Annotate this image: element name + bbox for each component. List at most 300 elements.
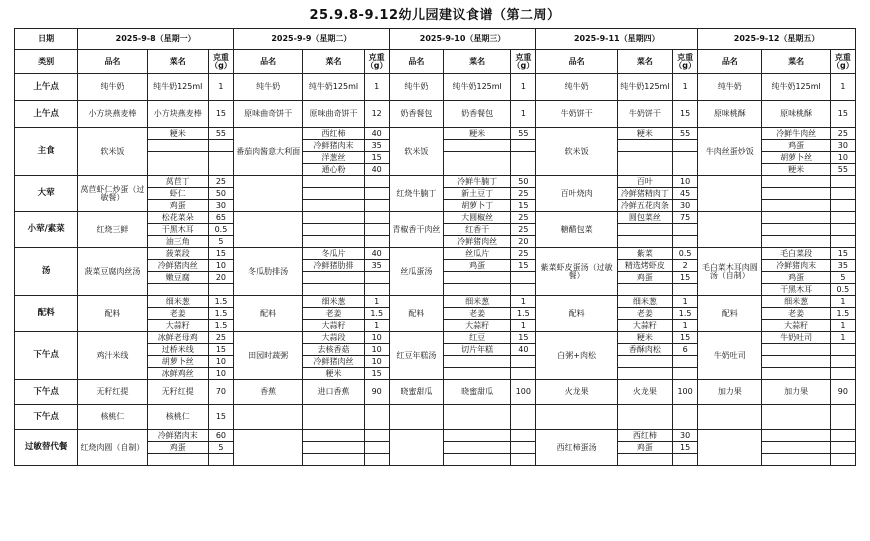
dish-cell: 番茄肉酱意大利面 <box>234 128 303 176</box>
menu-row <box>15 74 856 101</box>
ingredient-cell <box>303 224 364 236</box>
qty-cell <box>673 236 698 248</box>
qty-cell: 1 <box>364 296 389 308</box>
ingredient-cell <box>762 236 830 248</box>
ingredient-cell <box>303 442 364 454</box>
menu-row <box>15 332 856 344</box>
menu-row <box>15 212 856 224</box>
qty-cell <box>364 224 389 236</box>
qty-cell: 40 <box>364 164 389 176</box>
qty-cell <box>364 405 389 430</box>
qty-cell: 1.5 <box>208 308 233 320</box>
qty-cell <box>830 200 855 212</box>
qty-cell: 10 <box>364 344 389 356</box>
qty-cell: 15 <box>673 272 698 284</box>
ingredient-cell <box>444 368 511 380</box>
dish-cell: 软米饭 <box>78 128 147 176</box>
ingredient-cell: 香酥肉松 <box>617 344 672 356</box>
qty-cell: 20 <box>208 272 233 284</box>
ingredient-cell: 去核香菇 <box>303 344 364 356</box>
ingredient-cell <box>303 405 364 430</box>
ingredient-cell: 鸡蛋 <box>147 442 208 454</box>
ingredient-cell: 干黑木耳 <box>147 224 208 236</box>
qty-cell <box>830 344 855 356</box>
qty-cell: 25 <box>208 332 233 344</box>
ingredient-cell <box>444 356 511 368</box>
ingredient-cell: 大蒜籽 <box>444 320 511 332</box>
ingredient-cell <box>762 188 830 200</box>
ingredient-cell <box>762 454 830 466</box>
dish-cell: 纯牛奶 <box>78 74 147 101</box>
dish-cell: 丝瓜蛋汤 <box>389 248 443 296</box>
qty-cell <box>673 140 698 152</box>
category-cell: 主食 <box>15 128 78 176</box>
ingredient-cell: 鸡蛋 <box>444 260 511 272</box>
qty-cell: 55 <box>830 164 855 176</box>
qty-cell: 1 <box>208 74 233 101</box>
ingredient-cell: 细米葱 <box>444 296 511 308</box>
dish-cell: 配料 <box>536 296 617 332</box>
dish-cell <box>389 405 443 430</box>
qty-cell <box>364 176 389 188</box>
qty-cell: 5 <box>208 442 233 454</box>
qty-cell: 1.5 <box>830 308 855 320</box>
ingredient-cell: 菠菜段 <box>147 248 208 260</box>
dish-cell <box>698 212 762 248</box>
qty-cell: 25 <box>511 212 536 224</box>
ingredient-cell <box>303 188 364 200</box>
qty-cell: 30 <box>208 200 233 212</box>
dish-cell: 毛白菜木耳肉圆汤（自制） <box>698 248 762 296</box>
dish-cell: 火龙果 <box>536 380 617 405</box>
qty-cell: 20 <box>511 236 536 248</box>
menu-row <box>15 380 856 405</box>
day-header: 2025-9-11（星期四） <box>536 29 698 50</box>
qty-cell <box>208 454 233 466</box>
qty-cell <box>830 442 855 454</box>
ingredient-cell: 粳米 <box>617 332 672 344</box>
qty-cell: 10 <box>364 332 389 344</box>
qty-cell: 12 <box>364 101 389 128</box>
ingredient-cell: 大蒜段 <box>303 332 364 344</box>
ingredient-cell: 冷鲜猪肉末 <box>762 260 830 272</box>
dish-cell: 田园时蔬粥 <box>234 332 303 380</box>
dish-cell: 百叶烧肉 <box>536 176 617 212</box>
ingredient-cell <box>762 344 830 356</box>
ingredient-cell: 虾仁 <box>147 188 208 200</box>
ingredient-cell <box>762 405 830 430</box>
qty-cell: 10 <box>208 356 233 368</box>
dish-cell: 香蕉 <box>234 380 303 405</box>
dish-cell: 配料 <box>78 296 147 332</box>
category-cell: 过敏替代餐 <box>15 430 78 466</box>
dish-cell: 奶香餐包 <box>389 101 443 128</box>
category-cell: 下午点 <box>15 332 78 380</box>
ingredient-cell: 大蒜籽 <box>147 320 208 332</box>
qty-cell: 60 <box>208 430 233 442</box>
qty-cell: 35 <box>364 140 389 152</box>
ingredient-cell <box>147 140 208 152</box>
dish-cell: 纯牛奶 <box>698 74 762 101</box>
day-header: 2025-9-9（星期二） <box>234 29 390 50</box>
ingredient-cell <box>444 272 511 284</box>
qty-cell: 1 <box>364 74 389 101</box>
ingredient-cell <box>303 176 364 188</box>
qty-cell <box>364 272 389 284</box>
ingredient-cell: 冬瓜片 <box>303 248 364 260</box>
ingredient-cell: 鸡蛋 <box>147 200 208 212</box>
menu-table <box>14 28 856 466</box>
ingredient-label: 菜名 <box>444 50 511 74</box>
menu-row <box>15 405 856 430</box>
dish-cell <box>698 430 762 466</box>
qty-cell: 40 <box>364 128 389 140</box>
ingredient-cell: 西红柿 <box>303 128 364 140</box>
ingredient-cell: 大蒜籽 <box>762 320 830 332</box>
qty-cell: 10 <box>208 368 233 380</box>
ingredient-cell: 毛白菜段 <box>762 248 830 260</box>
qty-cell: 1 <box>830 296 855 308</box>
ingredient-cell: 鸡蛋 <box>762 272 830 284</box>
qty-cell: 1.5 <box>208 296 233 308</box>
qty-cell <box>830 368 855 380</box>
qty-cell: 40 <box>364 248 389 260</box>
dish-cell <box>234 212 303 248</box>
qty-cell <box>830 454 855 466</box>
category-cell: 大荤 <box>15 176 78 212</box>
ingredient-cell <box>762 176 830 188</box>
dish-cell: 红烧牛腩丁 <box>389 176 443 212</box>
qty-cell: 15 <box>511 332 536 344</box>
qty-cell: 15 <box>208 405 233 430</box>
ingredient-cell <box>444 454 511 466</box>
ingredient-cell: 新土豆丁 <box>444 188 511 200</box>
ingredient-cell: 鸡蛋 <box>617 272 672 284</box>
dish-cell: 菠菜豆腐肉丝汤 <box>78 248 147 296</box>
dish-label: 品名 <box>234 50 303 74</box>
ingredient-cell: 进口香蕉 <box>303 380 364 405</box>
qty-cell: 10 <box>364 356 389 368</box>
ingredient-cell <box>762 430 830 442</box>
ingredient-cell <box>617 368 672 380</box>
ingredient-cell <box>303 284 364 296</box>
ingredient-cell: 紫菜 <box>617 248 672 260</box>
ingredient-cell: 纯牛奶125ml <box>147 74 208 101</box>
qty-cell: 1.5 <box>511 308 536 320</box>
dish-cell: 青椒香干肉丝 <box>389 212 443 248</box>
category-cell: 上午点 <box>15 101 78 128</box>
dish-cell: 晓蜜甜瓜 <box>389 380 443 405</box>
ingredient-cell: 加力果 <box>762 380 830 405</box>
category-cell: 上午点 <box>15 74 78 101</box>
qty-cell: 70 <box>208 380 233 405</box>
ingredient-cell <box>617 152 672 176</box>
qty-cell: 90 <box>830 380 855 405</box>
qty-cell: 15 <box>208 248 233 260</box>
dish-label: 品名 <box>78 50 147 74</box>
qty-cell: 5 <box>208 236 233 248</box>
qty-cell: 15 <box>208 344 233 356</box>
ingredient-label: 菜名 <box>303 50 364 74</box>
qty-cell: 30 <box>673 430 698 442</box>
menu-row <box>15 430 856 442</box>
dish-cell: 软米饭 <box>536 128 617 176</box>
category-cell: 汤 <box>15 248 78 296</box>
ingredient-cell: 切片年糕 <box>444 344 511 356</box>
ingredient-cell: 鸡蛋 <box>762 140 830 152</box>
menu-row <box>15 248 856 260</box>
dish-cell: 核桃仁 <box>78 405 147 430</box>
menu-row <box>15 176 856 188</box>
ingredient-cell: 冷鲜猪肋排 <box>303 260 364 272</box>
qty-cell: 1 <box>830 332 855 344</box>
qty-cell: 100 <box>511 380 536 405</box>
dish-cell: 纯牛奶 <box>389 74 443 101</box>
ingredient-cell: 过桥米线 <box>147 344 208 356</box>
day-header: 2025-9-8（星期一） <box>78 29 234 50</box>
qty-cell <box>511 442 536 454</box>
dish-cell: 牛奶吐司 <box>698 332 762 380</box>
ingredient-cell: 冷鲜猪肉丝 <box>444 236 511 248</box>
ingredient-cell: 冷鲜猪肉丝 <box>147 260 208 272</box>
ingredient-cell <box>444 140 511 152</box>
dish-cell <box>536 405 617 430</box>
ingredient-cell: 冷鲜五花肉条 <box>617 200 672 212</box>
ingredient-cell: 纯牛奶125ml <box>303 74 364 101</box>
qty-cell <box>830 430 855 442</box>
ingredient-label: 菜名 <box>762 50 830 74</box>
ingredient-cell <box>617 356 672 368</box>
ingredient-cell: 精选烤虾皮 <box>617 260 672 272</box>
ingredient-cell <box>303 236 364 248</box>
dish-cell: 加力果 <box>698 380 762 405</box>
ingredient-cell: 牛奶饼干 <box>617 101 672 128</box>
ingredient-cell <box>147 454 208 466</box>
ingredient-cell: 莴苣丁 <box>147 176 208 188</box>
qty-cell <box>673 454 698 466</box>
ingredient-cell: 老姜 <box>762 308 830 320</box>
qty-cell <box>830 236 855 248</box>
dish-cell: 小方块燕麦棒 <box>78 101 147 128</box>
dish-label: 品名 <box>698 50 762 74</box>
dish-cell: 原味桃酥 <box>698 101 762 128</box>
qty-cell <box>511 454 536 466</box>
ingredient-cell: 核桃仁 <box>147 405 208 430</box>
ingredient-cell: 百叶 <box>617 176 672 188</box>
ingredient-cell: 冷鲜猪肉丝 <box>303 356 364 368</box>
qty-cell <box>511 140 536 152</box>
qty-cell <box>364 212 389 224</box>
qty-cell <box>511 152 536 176</box>
qty-cell <box>830 188 855 200</box>
qty-cell: 10 <box>673 176 698 188</box>
ingredient-cell: 原味桃酥 <box>762 101 830 128</box>
column-header-row <box>15 50 856 74</box>
ingredient-cell: 粳米 <box>617 128 672 140</box>
ingredient-cell: 鸡蛋 <box>617 442 672 454</box>
qty-cell: 15 <box>511 200 536 212</box>
qty-cell: 1 <box>673 74 698 101</box>
ingredient-cell: 冰鲜鸡丝 <box>147 368 208 380</box>
qty-cell <box>673 368 698 380</box>
qty-cell <box>364 236 389 248</box>
menu-row <box>15 296 856 308</box>
ingredient-cell: 粳米 <box>762 164 830 176</box>
dish-cell: 冬瓜肋排汤 <box>234 248 303 296</box>
ingredient-cell: 纯牛奶125ml <box>444 74 511 101</box>
qty-cell: 25 <box>830 128 855 140</box>
ingredient-cell <box>762 356 830 368</box>
ingredient-cell <box>617 236 672 248</box>
ingredient-cell: 火龙果 <box>617 380 672 405</box>
qty-cell <box>511 405 536 430</box>
ingredient-cell: 原味曲奇饼干 <box>303 101 364 128</box>
ingredient-cell: 细米葱 <box>147 296 208 308</box>
qty-cell: 15 <box>673 442 698 454</box>
ingredient-cell: 圆包菜丝 <box>617 212 672 224</box>
dish-cell: 纯牛奶 <box>536 74 617 101</box>
dish-cell <box>234 176 303 212</box>
qty-label: 克重（g） <box>673 50 698 74</box>
dish-cell: 牛奶饼干 <box>536 101 617 128</box>
qty-cell: 5 <box>830 272 855 284</box>
ingredient-cell: 大蒜籽 <box>617 320 672 332</box>
qty-cell: 15 <box>830 248 855 260</box>
qty-cell: 1 <box>830 320 855 332</box>
ingredient-cell: 老姜 <box>444 308 511 320</box>
ingredient-cell: 晓蜜甜瓜 <box>444 380 511 405</box>
qty-cell <box>830 212 855 224</box>
category-cell: 下午点 <box>15 380 78 405</box>
dish-cell: 配料 <box>389 296 443 332</box>
qty-cell <box>364 454 389 466</box>
ingredient-cell: 老姜 <box>617 308 672 320</box>
dish-cell: 红豆年糕汤 <box>389 332 443 380</box>
qty-cell <box>673 284 698 296</box>
qty-cell <box>830 405 855 430</box>
ingredient-cell <box>617 224 672 236</box>
ingredient-cell: 冷鲜牛腩丁 <box>444 176 511 188</box>
qty-cell: 15 <box>830 101 855 128</box>
qty-cell: 1 <box>511 74 536 101</box>
qty-label: 克重（g） <box>830 50 855 74</box>
ingredient-cell: 红豆 <box>444 332 511 344</box>
ingredient-cell: 细米葱 <box>617 296 672 308</box>
dish-cell: 白粥+肉松 <box>536 332 617 380</box>
day-header: 2025-9-12（星期五） <box>698 29 856 50</box>
ingredient-cell: 奶香餐包 <box>444 101 511 128</box>
category-cell: 下午点 <box>15 405 78 430</box>
qty-cell <box>673 152 698 176</box>
qty-cell <box>673 224 698 236</box>
qty-cell: 45 <box>673 188 698 200</box>
qty-cell: 25 <box>511 224 536 236</box>
ingredient-cell: 老姜 <box>303 308 364 320</box>
ingredient-cell: 红香干 <box>444 224 511 236</box>
qty-cell: 0.5 <box>830 284 855 296</box>
qty-cell: 15 <box>673 101 698 128</box>
qty-cell: 65 <box>208 212 233 224</box>
dish-label: 品名 <box>389 50 443 74</box>
dish-cell: 原味曲奇饼干 <box>234 101 303 128</box>
qty-cell <box>511 272 536 284</box>
qty-cell: 1 <box>830 74 855 101</box>
qty-cell <box>830 176 855 188</box>
ingredient-cell <box>303 430 364 442</box>
ingredient-cell: 粳米 <box>303 368 364 380</box>
day-header: 2025-9-10（星期三） <box>389 29 536 50</box>
dish-cell: 软米饭 <box>389 128 443 176</box>
ingredient-cell <box>762 442 830 454</box>
qty-cell: 1.5 <box>673 308 698 320</box>
ingredient-cell: 细米葱 <box>762 296 830 308</box>
qty-cell: 1.5 <box>364 308 389 320</box>
dish-cell: 莴苣虾仁炒蛋（过敏餐） <box>78 176 147 212</box>
qty-cell: 1 <box>364 320 389 332</box>
page-title: 25.9.8-9.12幼儿园建议食谱（第二周） <box>309 8 561 23</box>
qty-cell: 15 <box>364 368 389 380</box>
dish-cell: 糖醋包菜 <box>536 212 617 248</box>
qty-cell: 0.5 <box>208 224 233 236</box>
date-header-row <box>15 29 856 50</box>
qty-cell: 6 <box>673 344 698 356</box>
qty-cell <box>511 356 536 368</box>
ingredient-cell <box>762 368 830 380</box>
ingredient-cell: 冷鲜牛肉丝 <box>762 128 830 140</box>
dish-cell <box>234 430 303 466</box>
ingredient-cell <box>617 140 672 152</box>
ingredient-cell: 牛奶吐司 <box>762 332 830 344</box>
qty-cell: 25 <box>511 188 536 200</box>
ingredient-cell <box>444 284 511 296</box>
qty-cell <box>364 200 389 212</box>
ingredient-cell: 洋葱丝 <box>303 152 364 164</box>
qty-label: 克重（g） <box>208 50 233 74</box>
dish-cell: 西红柿蛋汤 <box>536 430 617 466</box>
qty-cell: 30 <box>830 140 855 152</box>
ingredient-cell: 纯牛奶125ml <box>617 74 672 101</box>
category-label: 类别 <box>15 50 78 74</box>
ingredient-cell: 老姜 <box>147 308 208 320</box>
ingredient-cell: 冷鲜猪肉末 <box>147 430 208 442</box>
qty-cell: 90 <box>364 380 389 405</box>
ingredient-cell: 西红柿 <box>617 430 672 442</box>
ingredient-cell: 油三角 <box>147 236 208 248</box>
ingredient-label: 菜名 <box>147 50 208 74</box>
ingredient-cell: 干黑木耳 <box>762 284 830 296</box>
ingredient-cell <box>617 454 672 466</box>
ingredient-cell: 细米葱 <box>303 296 364 308</box>
ingredient-cell: 松花菜朵 <box>147 212 208 224</box>
qty-cell: 10 <box>208 260 233 272</box>
qty-cell: 1 <box>673 320 698 332</box>
qty-cell: 2 <box>673 260 698 272</box>
dish-label: 品名 <box>536 50 617 74</box>
qty-cell: 55 <box>208 128 233 140</box>
menu-row <box>15 128 856 140</box>
qty-cell: 40 <box>511 344 536 356</box>
qty-cell: 25 <box>511 248 536 260</box>
ingredient-cell <box>762 224 830 236</box>
ingredient-cell: 无籽红提 <box>147 380 208 405</box>
ingredient-cell: 冷鲜猪精肉丁 <box>617 188 672 200</box>
qty-cell: 55 <box>511 128 536 140</box>
qty-cell: 100 <box>673 380 698 405</box>
ingredient-cell: 大蒜籽 <box>303 320 364 332</box>
qty-cell <box>830 224 855 236</box>
qty-cell: 1 <box>511 296 536 308</box>
ingredient-cell: 大圆椒丝 <box>444 212 511 224</box>
